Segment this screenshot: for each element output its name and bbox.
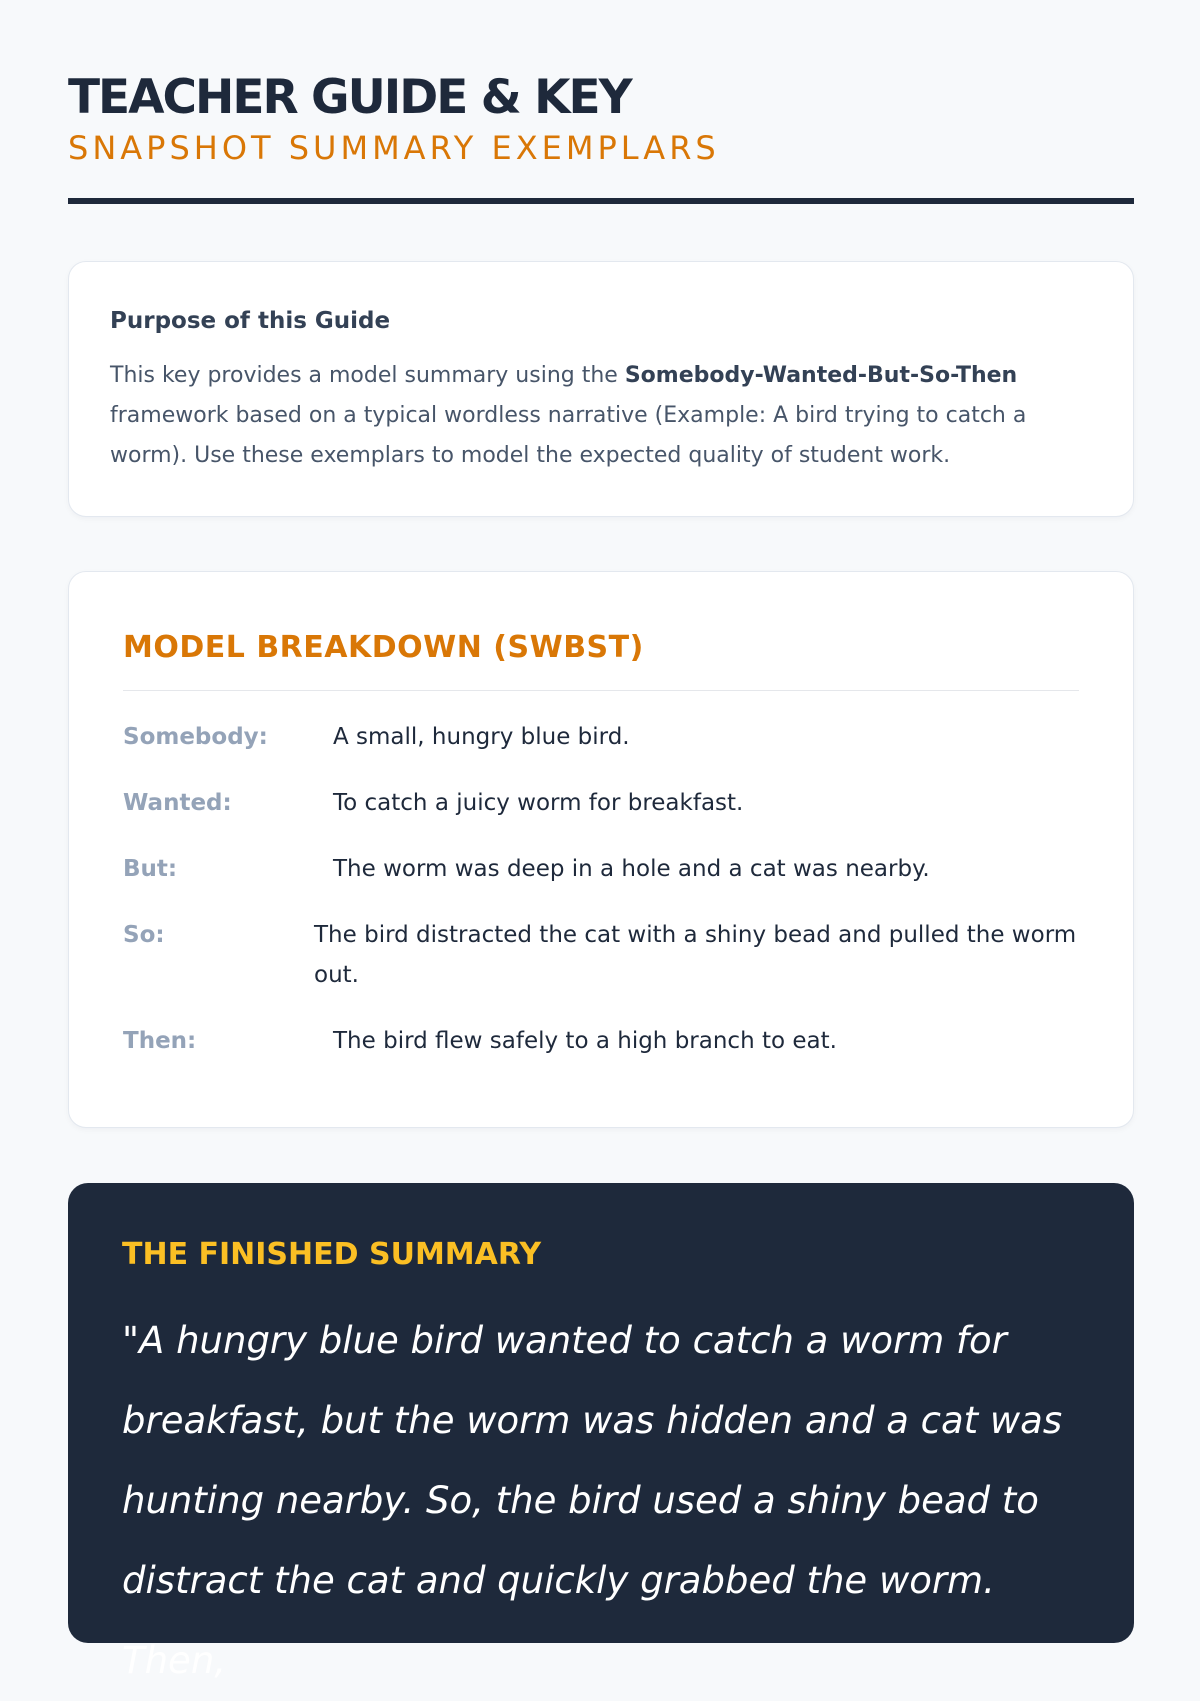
header-divider [68,198,1134,204]
swbst-label: Somebody: [123,724,268,750]
swbst-label: So: [123,922,165,948]
purpose-text [110,356,1092,476]
swbst-label: But: [123,856,178,882]
summary-text: "A hungry blue bird wanted to catch a worm for breakfast, but the worm was hidden and a cat was hunting nearby. So, the bird used a shiny bead to distract the cat and quickly grabbed the worm. Then, [122,1319,1063,1682]
purpose-title: Purpose of this Guide [110,308,391,334]
swbst-value: The bird distracted the cat with a shiny bead and pulled the worm out. [314,922,1077,988]
page-title: TEACHER GUIDE & KEY [68,70,631,125]
swbst-row-but [123,849,1079,889]
purpose-text-intro: This key provides a model summary using the [110,363,625,388]
purpose-text-rest: framework based on a typical wordless narrative (Example: A bird trying to catch a worm). Use these exemplars to model the expected quality of student work. [110,403,1027,468]
breakdown-title: MODEL BREAKDOWN (SWBST) [123,630,644,665]
swbst-list [123,717,1079,1061]
finished-summary-card [68,1183,1134,1682]
breakdown-divider [123,690,1079,691]
swbst-label: Wanted: [123,790,232,816]
model-breakdown-card [68,571,1134,1128]
swbst-value: A small, hungry blue bird. [333,724,630,750]
purpose-card [68,261,1134,517]
swbst-row-so [123,915,1079,995]
swbst-value: The bird flew safely to a high branch to eat. [333,1028,837,1054]
swbst-value: To catch a juicy worm for breakfast. [333,790,744,816]
swbst-row-somebody [123,717,1079,757]
swbst-row-then [123,1021,1079,1061]
swbst-row-wanted [123,783,1079,823]
purpose-framework-name: Somebody-Wanted-But-So-Then [624,363,1018,388]
swbst-label: Then: [123,1028,197,1054]
swbst-value: The worm was deep in a hole and a cat was nearby. [333,856,930,882]
teacher-guide-page [68,0,1134,1682]
page-subtitle: SNAPSHOT SUMMARY EXEMPLARS [68,129,720,167]
document-header [68,0,1134,204]
summary-title: THE FINISHED SUMMARY [122,1237,542,1272]
